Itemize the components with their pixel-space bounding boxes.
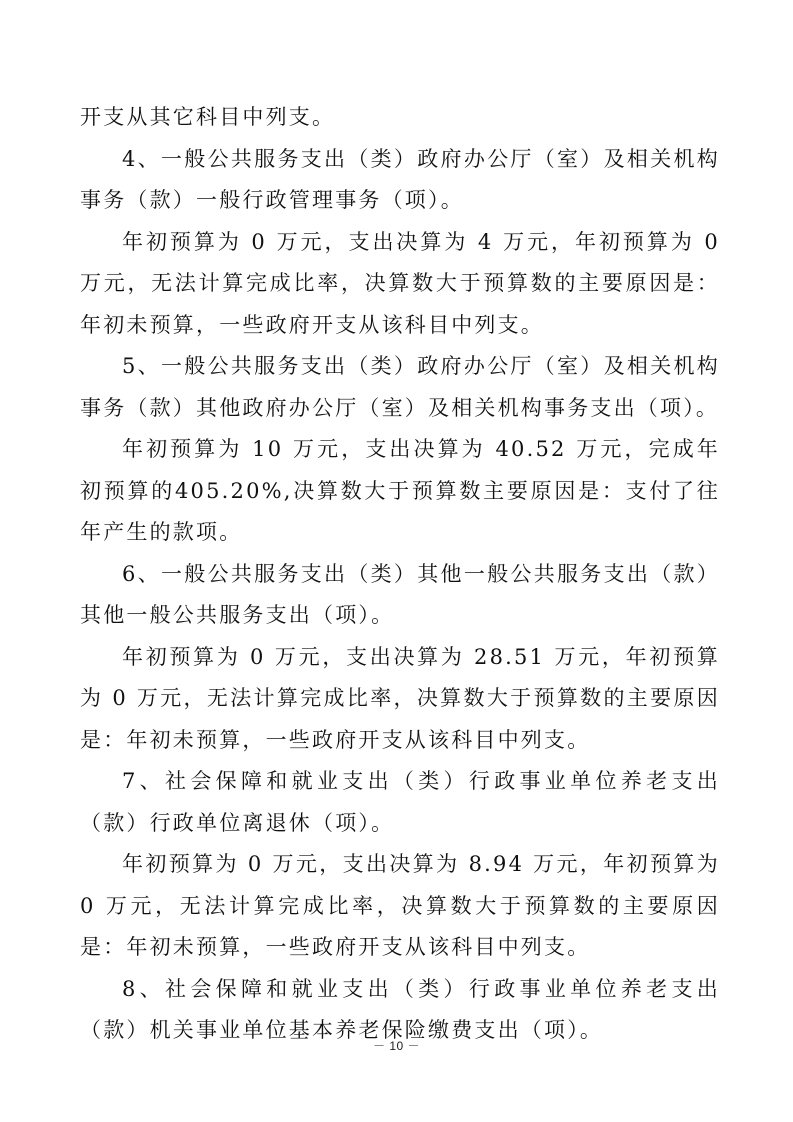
paragraph-item-4-heading: 4、一般公共服务支出（类）政府办公厅（室）及相关机构事务（款）一般行政管理事务（项）。 [80, 146, 720, 212]
paragraph-item-7-heading: 7、社会保障和就业支出（类）行政事业单位养老支出（款）行政单位离退休（项）。 [80, 769, 720, 835]
paragraph-item-6-heading: 6、一般公共服务支出（类）其他一般公共服务支出（款）其他一般公共服务支出（项）。 [80, 561, 720, 627]
paragraph-item-5-heading: 5、一般公共服务支出（类）政府办公厅（室）及相关机构事务（款）其他政府办公厅（室）及相关机构事务支出（项）。 [80, 354, 720, 420]
paragraph-item-5-detail: 年初预算为 10 万元，支出决算为 40.52 万元，完成年初预算的405.20%,决算数大于预算数主要原因是：支付了往年产生的款项。 [80, 437, 720, 544]
paragraph-item-7-detail: 年初预算为 0 万元，支出决算为 8.94 万元，年初预算为 0 万元，无法计算完成比率，决算数大于预算数的主要原因是：年初未预算，一些政府开支从该科目中列支。 [80, 852, 720, 959]
paragraph-item-4-detail: 年初预算为 0 万元，支出决算为 4 万元，年初预算为 0 万元，无法计算完成比率，决算数大于预算数的主要原因是：年初未预算，一些政府开支从该科目中列支。 [80, 229, 720, 337]
paragraph-item-8-heading: 8、社会保障和就业支出（类）行政事业单位养老支出（款）机关事业单位基本养老保险缴费支出（项）。 [80, 976, 720, 1042]
page-number: － 10 － [372, 1039, 421, 1053]
body-text [80, 97, 720, 1052]
paragraph-continuation: 开支从其它科目中列支。 [80, 105, 336, 129]
paragraph-item-6-detail: 年初预算为 0 万元，支出决算为 28.51 万元，年初预算为 0 万元，无法计算完成比率，决算数大于预算数的主要原因是：年初未预算，一些政府开支从该科目中列支。 [80, 644, 720, 752]
